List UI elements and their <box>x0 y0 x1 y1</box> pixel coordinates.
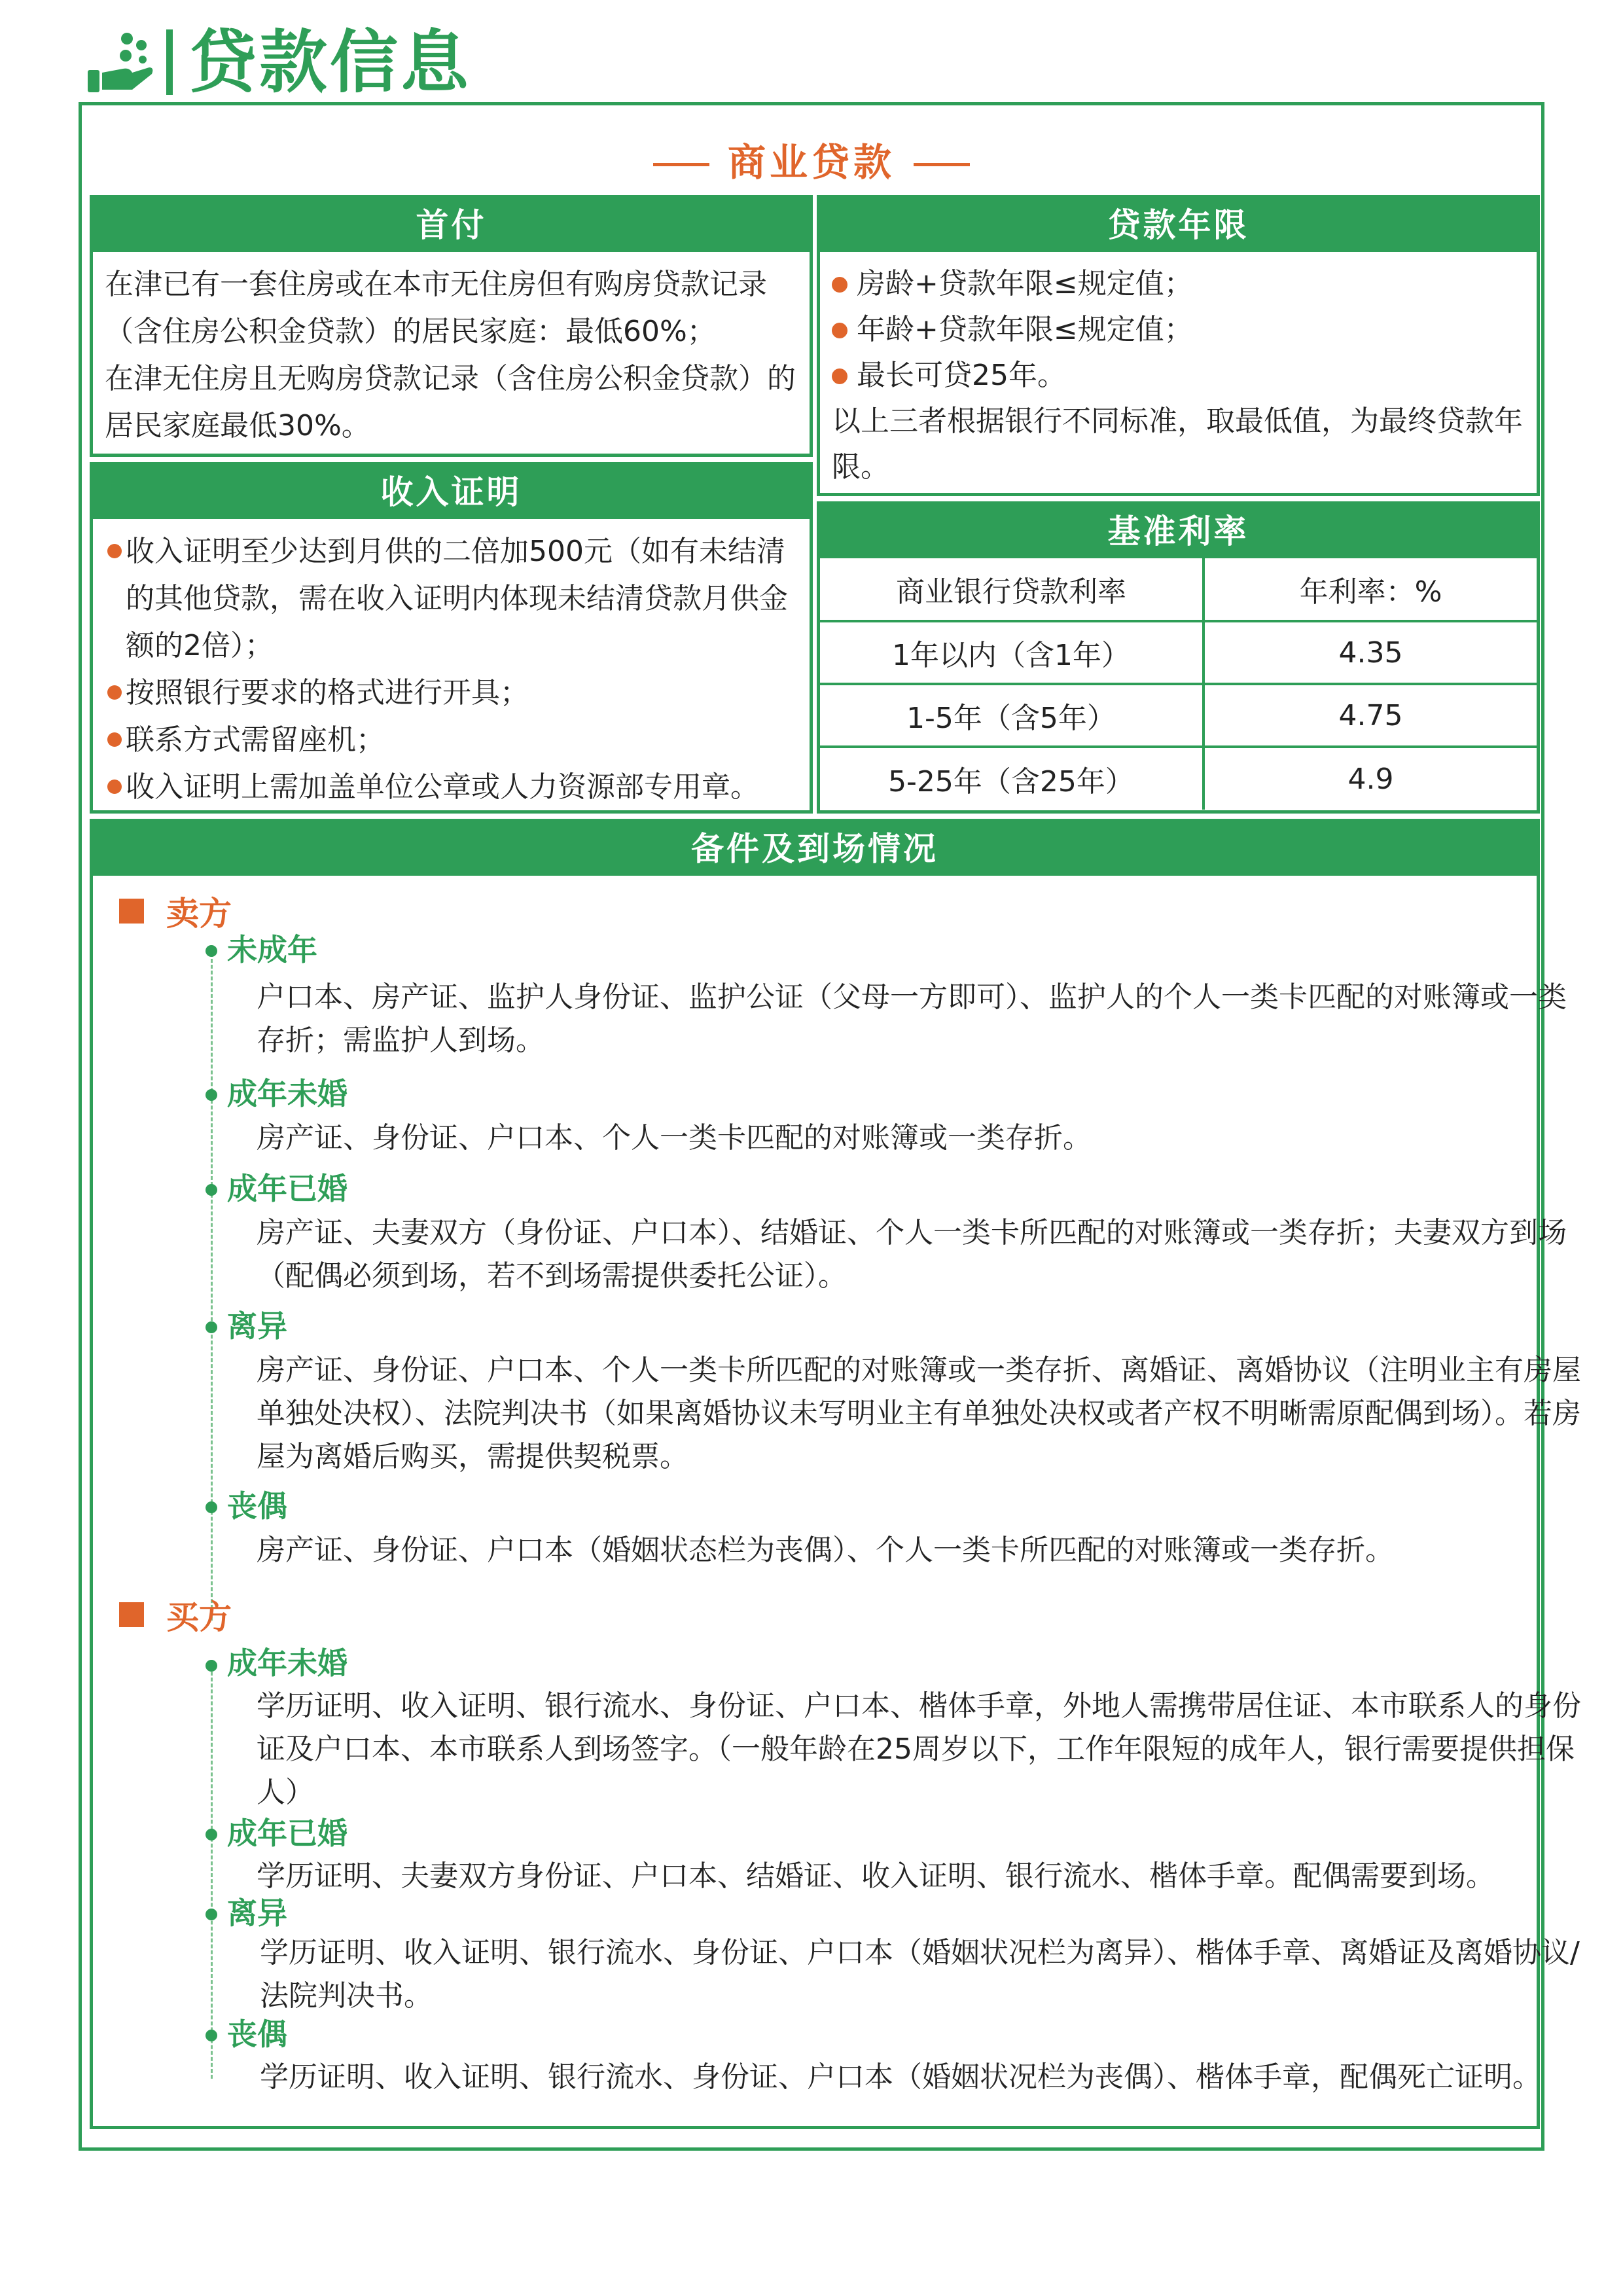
table-row: 1年以内（含1年） 4.35 <box>820 621 1537 684</box>
loan-term-item: 年龄+贷款年限≤规定值； <box>832 307 1525 353</box>
timeline-dot-icon <box>205 1660 217 1672</box>
seller-item-label: 丧偶 <box>227 1488 287 1524</box>
bullet-dot-icon <box>107 685 122 700</box>
timeline-dot-icon <box>205 2030 217 2041</box>
income-item: 联系方式需留座机； <box>107 717 798 764</box>
bullet-dot-icon <box>832 368 847 384</box>
buyer-heading: 买方 <box>119 1591 232 1638</box>
income-item: 按照银行要求的格式进行开具； <box>107 670 798 717</box>
buyer-item-text: 学历证明、夫妻双方身份证、户口本、结婚证、收入证明、银行流水、楷体手章。配偶需要到场。 <box>257 1859 1495 1893</box>
seller-item-text: 房产证、身份证、户口本、个人一类卡所匹配的对账簿或一类存折、离婚证、离婚协议（注明业主有房屋单独处决权）、法院判决书（如果离婚协议未写明业主有单独处决权或者产权不明晰需原配偶到场）。若房屋为离婚后购买，需提供契税票。 <box>257 1354 1581 1473</box>
seller-item-text: 房产证、夫妻双方（身份证、户口本）、结婚证、个人一类卡所匹配的对账簿或一类存折；夫妻双方到场（配偶必须到场，若不到场需提供委托公证）。 <box>257 1216 1567 1293</box>
loan-term-header: 贷款年限 <box>820 198 1537 252</box>
seller-item-label: 离异 <box>227 1308 287 1344</box>
timeline-line <box>211 1660 213 2079</box>
loan-term-item: 房龄+贷款年限≤规定值； <box>832 261 1525 307</box>
down-payment-line-1: 在津已有一套住房或在本市无住房但有购房贷款记录（含住房公积金贷款）的居民家庭：最低60%； <box>105 268 767 348</box>
income-header: 收入证明 <box>93 465 810 519</box>
documents-box <box>90 819 1581 2129</box>
timeline-line <box>211 953 213 1621</box>
title-divider <box>166 29 173 95</box>
documents-header: 备件及到场情况 <box>93 822 1537 876</box>
buyer-item-label: 离异 <box>227 1895 287 1931</box>
seller-item-label: 未成年 <box>227 932 317 967</box>
timeline-dot-icon <box>205 1501 217 1513</box>
buyer-item-label: 成年未婚 <box>227 1645 348 1681</box>
seller-item-text: 房产证、身份证、户口本（婚姻状态栏为丧偶）、个人一类卡所匹配的对账簿或一类存折。 <box>257 1534 1394 1567</box>
timeline-dot-icon <box>205 1184 217 1196</box>
main-frame <box>79 102 1581 2151</box>
timeline-dot-icon <box>205 1089 217 1101</box>
table-header-row <box>820 558 1537 621</box>
timeline-dot-icon <box>205 1321 217 1333</box>
section-title: 商业贷款 <box>727 140 895 185</box>
rates-header: 基准利率 <box>820 505 1537 558</box>
buyer-item-text: 学历证明、收入证明、银行流水、身份证、户口本、楷体手章，外地人需携带居住证、本市联系人的身份证及户口本、本市联系人到场签字。（一般年龄在25周岁以下，工作年限短的成年人，银行需要提供担保人） <box>257 1689 1581 1809</box>
income-item: 收入证明上需加盖单位公章或人力资源部专用章。 <box>107 764 798 811</box>
heading-dash-left <box>653 163 709 166</box>
down-payment-line-2: 在津无住房且无购房贷款记录（含住房公积金贷款）的居民家庭最低30%。 <box>105 362 796 442</box>
rates-col2-header: 年利率：% <box>1204 558 1537 621</box>
rates-box <box>817 501 1540 814</box>
seller-item-label: 成年未婚 <box>227 1076 348 1111</box>
down-payment-box <box>90 195 813 457</box>
bullet-dot-icon <box>107 780 122 794</box>
loan-term-item: 最长可贷25年。 <box>832 353 1525 399</box>
table-row: 1-5年（含5年） 4.75 <box>820 684 1537 747</box>
seller-item-label: 成年已婚 <box>227 1171 348 1206</box>
hand-coins-icon <box>86 29 154 95</box>
seller-item-text: 房产证、身份证、户口本、个人一类卡匹配的对账簿或一类存折。 <box>257 1121 1092 1155</box>
page-header <box>86 24 471 101</box>
square-bullet-icon <box>119 899 144 924</box>
timeline-dot-icon <box>205 1909 217 1920</box>
timeline-dot-icon <box>205 1829 217 1840</box>
rates-col1-header: 商业银行贷款利率 <box>820 558 1204 621</box>
bullet-dot-icon <box>832 323 847 338</box>
section-heading <box>82 132 1541 187</box>
rates-table <box>820 558 1537 810</box>
down-payment-header: 首付 <box>93 198 810 252</box>
timeline-dot-icon <box>205 945 217 957</box>
loan-term-box <box>817 195 1540 496</box>
buyer-item-label: 丧偶 <box>227 2017 287 2052</box>
buyer-item-label: 成年已婚 <box>227 1816 348 1851</box>
seller-item-text: 户口本、房产证、监护人身份证、监护公证（父母一方即可）、监护人的个人一类卡匹配的对账簿或一类存折；需监护人到场。 <box>257 980 1567 1057</box>
buyer-item-text: 学历证明、收入证明、银行流水、身份证、户口本（婚姻状况栏为丧偶）、楷体手章，配偶死亡证明。 <box>260 2060 1541 2094</box>
bullet-dot-icon <box>107 544 122 558</box>
bullet-dot-icon <box>832 277 847 293</box>
seller-heading: 卖方 <box>119 888 232 935</box>
bullet-dot-icon <box>107 732 122 747</box>
table-row: 5-25年（含25年） 4.9 <box>820 747 1537 810</box>
buyer-item-text: 学历证明、收入证明、银行流水、身份证、户口本（婚姻状况栏为离异）、楷体手章、离婚证及离婚协议/法院判决书。 <box>260 1936 1580 2013</box>
heading-dash-right <box>914 163 970 166</box>
square-bullet-icon <box>119 1602 144 1627</box>
page-title: 贷款信息 <box>188 22 472 102</box>
income-item: 收入证明至少达到月供的二倍加500元（如有未结清的其他贷款，需在收入证明内体现未结清贷款月供金额的2倍）； <box>107 528 798 670</box>
loan-term-note: 以上三者根据银行不同标准，取最低值，为最终贷款年限。 <box>832 404 1523 484</box>
income-box <box>90 462 813 814</box>
